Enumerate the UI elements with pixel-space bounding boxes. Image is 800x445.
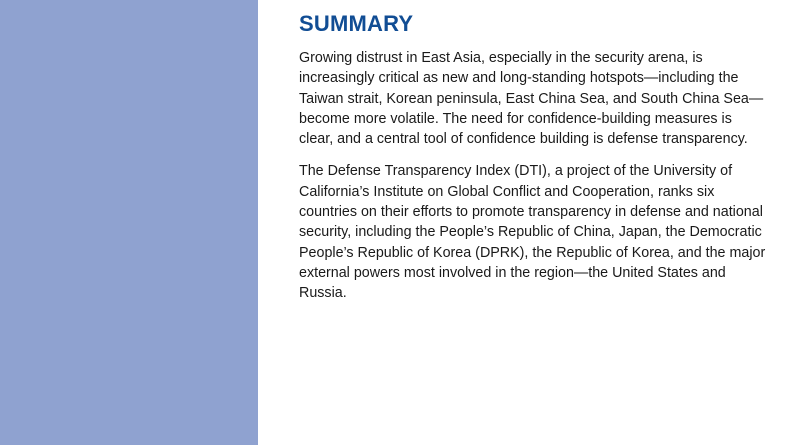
summary-paragraph-1: Growing distrust in East Asia, especially in the security arena, is increasingly critical as new and long-standing hotspots—including the Taiwan strait, Korean peninsula, East China Sea, and South China Sea—become more volatile. The need for confidence-building measures is clear, and a central tool of confidence building is defense transparency. xyxy=(299,50,764,148)
summary-heading: SUMMARY xyxy=(299,11,414,36)
summary-section xyxy=(299,10,769,316)
summary-paragraph-2: The Defense Transparency Index (DTI), a project of the University of California’s Institute on Global Conflict and Cooperation, ranks six countries on their efforts to promote transparency in defense and national security, including the People’s Republic of China, Japan, the Democratic People’s Republic of Korea (DPRK), the Republic of Korea, and the major external powers most involved in the region—the United States and Russia. xyxy=(299,163,766,302)
decorative-side-panel xyxy=(0,0,258,445)
